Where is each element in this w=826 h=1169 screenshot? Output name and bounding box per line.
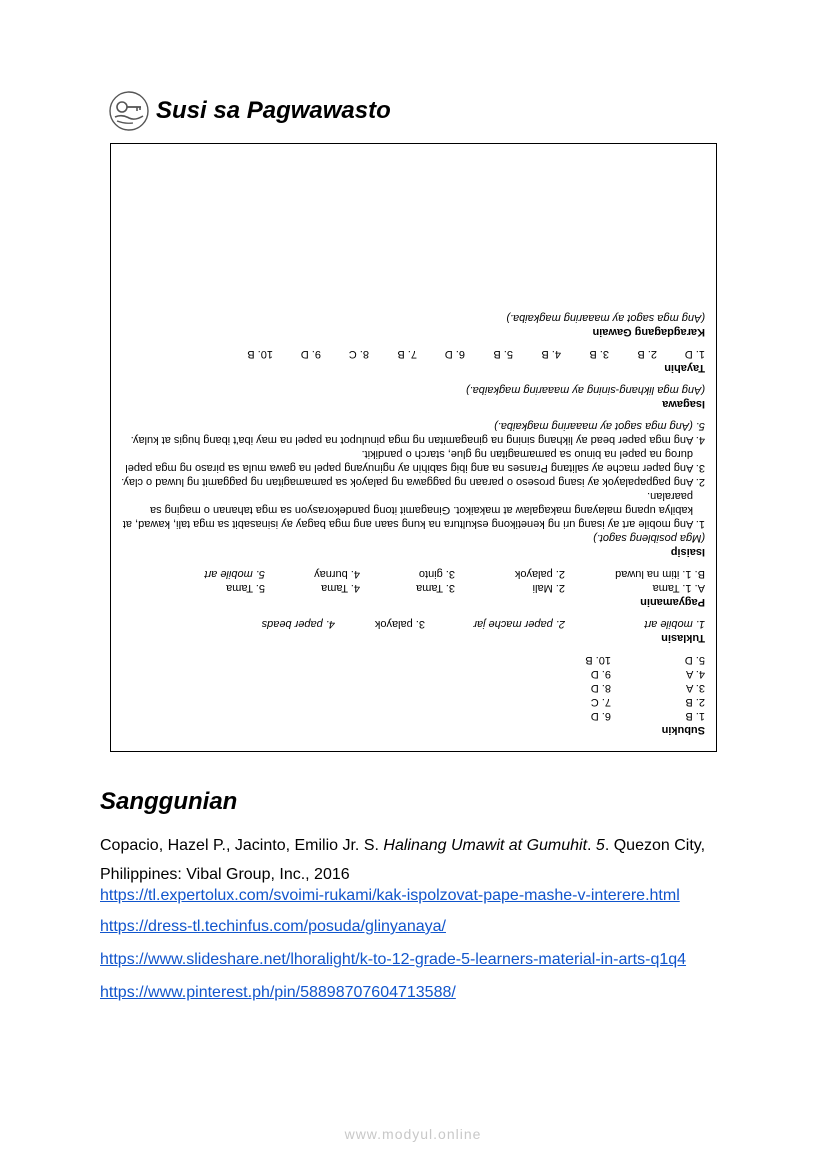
answer-item: 5. mobile art xyxy=(204,568,265,580)
answer-item: 6. D xyxy=(444,348,465,360)
answer-item: 2. B xyxy=(685,696,705,708)
answer-item: 8. C xyxy=(348,348,369,360)
karagdagang-note: (Ang mga sagot ay maaaring magkaiba.) xyxy=(506,312,705,324)
subukin-title: Subukin xyxy=(661,724,705,736)
tuklasin-title: Tuklasin xyxy=(661,632,705,644)
reference-link[interactable]: https://www.pinterest.ph/pin/58898707604713588/ xyxy=(100,984,456,1001)
answer-item: 1. D xyxy=(684,348,705,360)
answer-item: 3. A xyxy=(686,682,705,694)
answer-item: 5. D xyxy=(684,654,705,666)
answer-item: B. 1. itim na luwad xyxy=(615,568,705,580)
reference-link[interactable]: https://www.slideshare.net/lhoralight/k-to-12-grade-5-learners-material-in-arts-q1q4 xyxy=(100,951,687,968)
answer-item: A. 1. Tama xyxy=(652,582,705,594)
answer-item: 3. Tama xyxy=(416,582,455,594)
section-karagdagang-gawain xyxy=(120,311,705,339)
book-publisher: Quezon City, Philippines: Vibal Group, Inc., 2016 xyxy=(100,837,706,883)
page-header xyxy=(108,90,391,132)
answer-item: 1. mobile art xyxy=(644,618,705,630)
section-tayahin xyxy=(120,347,705,375)
answer-item: 5. Tama xyxy=(226,582,265,594)
answer-item: 6. D xyxy=(590,710,611,722)
answer-item: 1. Ang mobile art ay isang uri ng kenetikong eskultura na kung saan ang mga bagay ay isinasabit sa mga tali, kawad, at kabilya upang malayang makagalaw at makaikot. Ginagamit itong pandekorasyon sa mga tahanan o maging sa paaralan. xyxy=(122,490,705,530)
isaisip-title: Isaisip xyxy=(670,546,705,558)
section-isagawa xyxy=(120,383,705,411)
answer-item: 9. D xyxy=(300,348,321,360)
answer-item: 10. B xyxy=(247,348,273,360)
answer-item: 2. B xyxy=(637,348,657,360)
key-hand-icon xyxy=(108,90,150,132)
isagawa-title: Isagawa xyxy=(662,398,705,410)
answer-item: 8. D xyxy=(590,682,611,694)
book-authors: Copacio, Hazel P., Jacinto, Emilio Jr. S. xyxy=(100,837,379,854)
answer-item: 3. palayok xyxy=(374,618,425,630)
upside-down-content xyxy=(111,144,716,751)
reference-link[interactable]: https://dress-tl.techinfus.com/posuda/glinyanaya/ xyxy=(100,918,446,935)
book-volume: 5 xyxy=(595,837,605,854)
answer-item: 2. Ang pagpapalayok ay isang proseso o paraan ng paggawa ng palayok sa pamamagitan ng paggamit ng luwad o clay. xyxy=(121,476,705,488)
answer-item: 4. paper beads xyxy=(261,618,335,630)
answer-item: 2. palayok xyxy=(514,568,565,580)
section-subukin xyxy=(120,653,705,737)
section-isaisip xyxy=(120,419,705,559)
answer-item: 4. burnay xyxy=(314,568,360,580)
answer-item: 3. Ang paper mache ay salitang Pranses na ang ibig sabihin ay nginuyang papel na gawa mula sa piraso ng mga papel durog na papel na binuo sa pamamagitan ng glue, starch o pandikit. xyxy=(125,448,705,474)
isagawa-note: (Ang mga likhang-sining ay maaaring magkaiba.) xyxy=(465,384,705,396)
reference-book: Copacio, Hazel P., Jacinto, Emilio Jr. S. Halinang Umawit at Gumuhit. 5. Quezon City, Philippines: Vibal Group, Inc., 2016 xyxy=(100,837,706,883)
answer-key-box xyxy=(110,143,717,752)
answer-item: 9. D xyxy=(590,668,611,680)
answer-item: 7. B xyxy=(397,348,417,360)
answer-item: 4. B xyxy=(541,348,561,360)
section-pagyamanin xyxy=(120,567,705,609)
answer-item: 7. C xyxy=(590,696,611,708)
answer-item: 2. paper mache jar xyxy=(473,618,565,630)
answer-item: 5. B xyxy=(493,348,513,360)
answer-item: 4. A xyxy=(686,668,705,680)
tayahin-title: Tayahin xyxy=(664,362,705,374)
book-title: Halinang Umawit at Gumuhit xyxy=(383,837,588,854)
answer-item: 1. B xyxy=(685,710,705,722)
reference-link[interactable]: https://tl.expertolux.com/svoimi-rukami/kak-ispolzovat-pape-mashe-v-interere.html xyxy=(100,887,680,904)
section-tuklasin xyxy=(120,617,705,645)
references-title: Sanggunian xyxy=(100,788,238,815)
pagyamanin-title: Pagyamanin xyxy=(640,596,705,608)
answer-item: 4. Ang mga paper bead ay likhang sining na ginagamitan ng mga pinulupot na papel na may iba't ibang hugis at kulay. xyxy=(130,434,705,446)
answer-item: 2. Mali xyxy=(532,582,565,594)
isaisip-note: (Mga posibleng sagot.) xyxy=(593,532,705,544)
answer-item: 3. ginto xyxy=(418,568,455,580)
page-title: Susi sa Pagwawasto xyxy=(156,97,391,124)
answer-item: 3. B xyxy=(589,348,609,360)
watermark: www.modyul.online xyxy=(344,1126,482,1142)
answer-item: 5. (Ang mga sagot ay maaaring magkaiba.) xyxy=(494,420,705,432)
answer-item: 10. B xyxy=(585,654,611,666)
answer-item: 4. Tama xyxy=(321,582,360,594)
karagdagang-title: Karagdagang Gawain xyxy=(592,326,705,338)
